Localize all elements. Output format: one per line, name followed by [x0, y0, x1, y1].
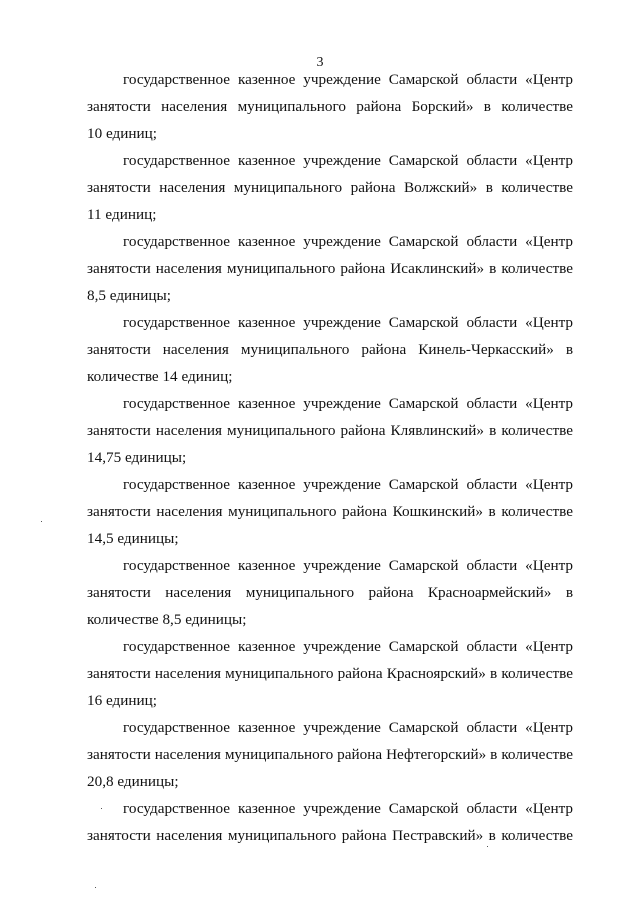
paragraph-line: государственное казенное учреждение Самарской области «Центр [123, 800, 573, 817]
page-number: 3 [316, 55, 324, 70]
paragraph-line: государственное казенное учреждение Самарской области «Центр [123, 557, 573, 574]
paragraph-line: 8,5 единицы; [87, 287, 171, 304]
paragraph-line: государственное казенное учреждение Самарской области «Центр [123, 476, 573, 493]
paragraph-pestravsky [87, 795, 573, 849]
paragraph-line: государственное казенное учреждение Самарской области «Центр [123, 395, 573, 412]
paragraph-neftegorsky [87, 714, 573, 795]
paragraph-line: количестве 14 единиц; [87, 368, 233, 385]
paragraph-line: занятости населения муниципального района Красноармейский» в [87, 584, 573, 601]
paragraph-line: занятости населения муниципального района Борский» в количестве [87, 98, 573, 115]
paragraph-line: занятости населения муниципального района Клявлинский» в количестве [87, 422, 573, 439]
paragraph-line: 14,5 единицы; [87, 530, 179, 547]
scan-speck [101, 808, 102, 809]
paragraph-line: 20,8 единицы; [87, 773, 179, 790]
paragraph-volzhsky [87, 147, 573, 228]
paragraph-line: занятости населения муниципального района Пестравский» в количестве [87, 827, 573, 844]
paragraph-line: государственное казенное учреждение Самарской области «Центр [123, 71, 573, 88]
scan-speck [95, 887, 96, 888]
paragraph-line: занятости населения муниципального района Исаклинский» в количестве [87, 260, 573, 277]
paragraph-line: количестве 8,5 единицы; [87, 611, 247, 628]
paragraph-line: занятости населения муниципального района Кинель-Черкасский» в [87, 341, 573, 358]
paragraph-line: государственное казенное учреждение Самарской области «Центр [123, 719, 573, 736]
paragraph-isaklinsky [87, 228, 573, 309]
paragraph-line: государственное казенное учреждение Самарской области «Центр [123, 638, 573, 655]
document-body [87, 66, 573, 849]
paragraph-kinel-cherkassky [87, 309, 573, 390]
paragraph-line: государственное казенное учреждение Самарской области «Центр [123, 314, 573, 331]
paragraph-line: занятости населения муниципального района Нефтегорский» в количестве [87, 746, 573, 763]
scan-speck [487, 846, 488, 847]
paragraph-line: занятости населения муниципального района Кошкинский» в количестве [87, 503, 573, 520]
paragraph-line: 16 единиц; [87, 692, 157, 709]
paragraph-borsky [87, 66, 573, 147]
paragraph-koshkinsky [87, 471, 573, 552]
paragraph-line: 14,75 единицы; [87, 449, 187, 466]
paragraph-krasnoarmeysky [87, 552, 573, 633]
paragraph-line: государственное казенное учреждение Самарской области «Центр [123, 152, 573, 169]
scan-speck [41, 521, 42, 522]
paragraph-line: занятости населения муниципального района Волжский» в количестве [87, 179, 573, 196]
paragraph-line: занятости населения муниципального района Красноярский» в количестве [87, 665, 573, 682]
paragraph-line: 11 единиц; [87, 206, 157, 223]
paragraph-line: 10 единиц; [87, 125, 157, 142]
paragraph-klyavlinsky [87, 390, 573, 471]
paragraph-krasnoyarsky [87, 633, 573, 714]
paragraph-line: государственное казенное учреждение Самарской области «Центр [123, 233, 573, 250]
